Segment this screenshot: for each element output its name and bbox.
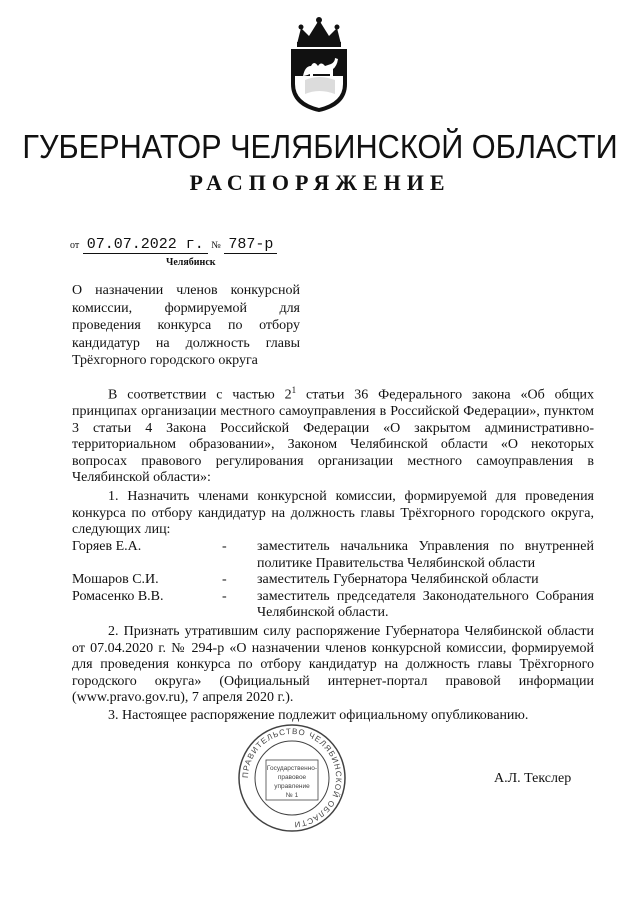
- member-row: [72, 589, 594, 622]
- member-name: Ромасенко В.В.: [72, 588, 164, 604]
- number-label: №: [211, 240, 221, 251]
- member-row: [72, 572, 594, 589]
- preamble-text-start: В соответствии с частью 2: [108, 387, 292, 403]
- clause-2-paragraph: 2. Признать утратившим силу распоряжение Губернатора Челябинской области от 07.04.2020 г. № 294-р «О назначении членов конкурсной комиссии, формируемой для проведения конкурса по отбору кандидатур на должность главы Трёхгорного городского округа» (Официальный интернет-портал правовой информации (www.pravo.gov.ru), 7 апреля 2020 г.).: [72, 624, 594, 705]
- subject-line: кандидатур на должность главы: [72, 335, 300, 351]
- seal-center-line: Государственно-: [266, 765, 318, 772]
- member-dash: -: [222, 588, 227, 604]
- date-number-line: [70, 236, 277, 253]
- subject-line: проведения конкурса по отбору: [72, 318, 300, 333]
- official-seal-stamp: [236, 722, 348, 834]
- seal-ring-text: ПРАВИТЕЛЬСТВО ЧЕЛЯБИНСКОЙ ОБЛАСТИ: [240, 726, 344, 830]
- seal-center-line: управление: [274, 783, 310, 790]
- document-date: 07.07.2022 г.: [83, 236, 208, 254]
- member-position: заместитель начальника Управления по внутренней политике Правительства Челябинской области: [257, 539, 594, 571]
- issuer-title: ГУБЕРНАТОР ЧЕЛЯБИНСКОЙ ОБЛАСТИ: [22, 128, 618, 165]
- clause-1-paragraph: 1. Назначить членами конкурсной комиссии, формируемой для проведения конкурса по отбору кандидатур на должность главы Трёхгорного городского округа, следующих лиц:: [72, 489, 594, 537]
- preamble-paragraph: [72, 382, 594, 487]
- subject-line: О назначении членов конкурсной: [72, 283, 300, 298]
- document-number: 787-р: [224, 236, 277, 254]
- subject-line: Трёхгорного городского округа: [72, 353, 258, 368]
- document-subject: [72, 282, 300, 370]
- from-label: от: [70, 240, 80, 251]
- member-position: заместитель председателя Законодательного Собрания Челябинской области.: [257, 588, 594, 620]
- member-name: Мошаров С.И.: [72, 572, 159, 587]
- member-dash: -: [222, 572, 227, 587]
- document-type: РАСПОРЯЖЕНИЕ: [189, 170, 451, 195]
- signer-name: А.Л. Текслер: [494, 771, 572, 786]
- member-position: заместитель Губернатора Челябинской области: [257, 572, 539, 587]
- part-superscript: 1: [291, 385, 297, 395]
- member-row: [72, 539, 594, 572]
- city-label: Челябинск: [166, 257, 216, 268]
- commission-members-list: [72, 539, 594, 622]
- coat-of-arms-emblem: [283, 14, 355, 114]
- seal-center-line: правовое: [277, 774, 307, 781]
- subject-line: комиссии, формируемой для: [72, 300, 300, 316]
- member-dash: -: [222, 539, 227, 554]
- seal-center-line: № 1: [285, 792, 299, 799]
- clause-3-paragraph: 3. Настоящее распоряжение подлежит официальному опубликованию.: [108, 708, 529, 723]
- member-name: Горяев Е.А.: [72, 539, 142, 554]
- preamble-text-rest: статьи 36 Федерального закона «Об общих принципах организации местного самоуправления в Российской Федерации», пунктом 3 статьи 4 Закона Российской Федерации «О закрытом административно-территориальном образовании», Законом Челябинской области «О некоторых вопросах правового регулирования организации местного самоуправления в Челябинской области»:: [72, 387, 594, 486]
